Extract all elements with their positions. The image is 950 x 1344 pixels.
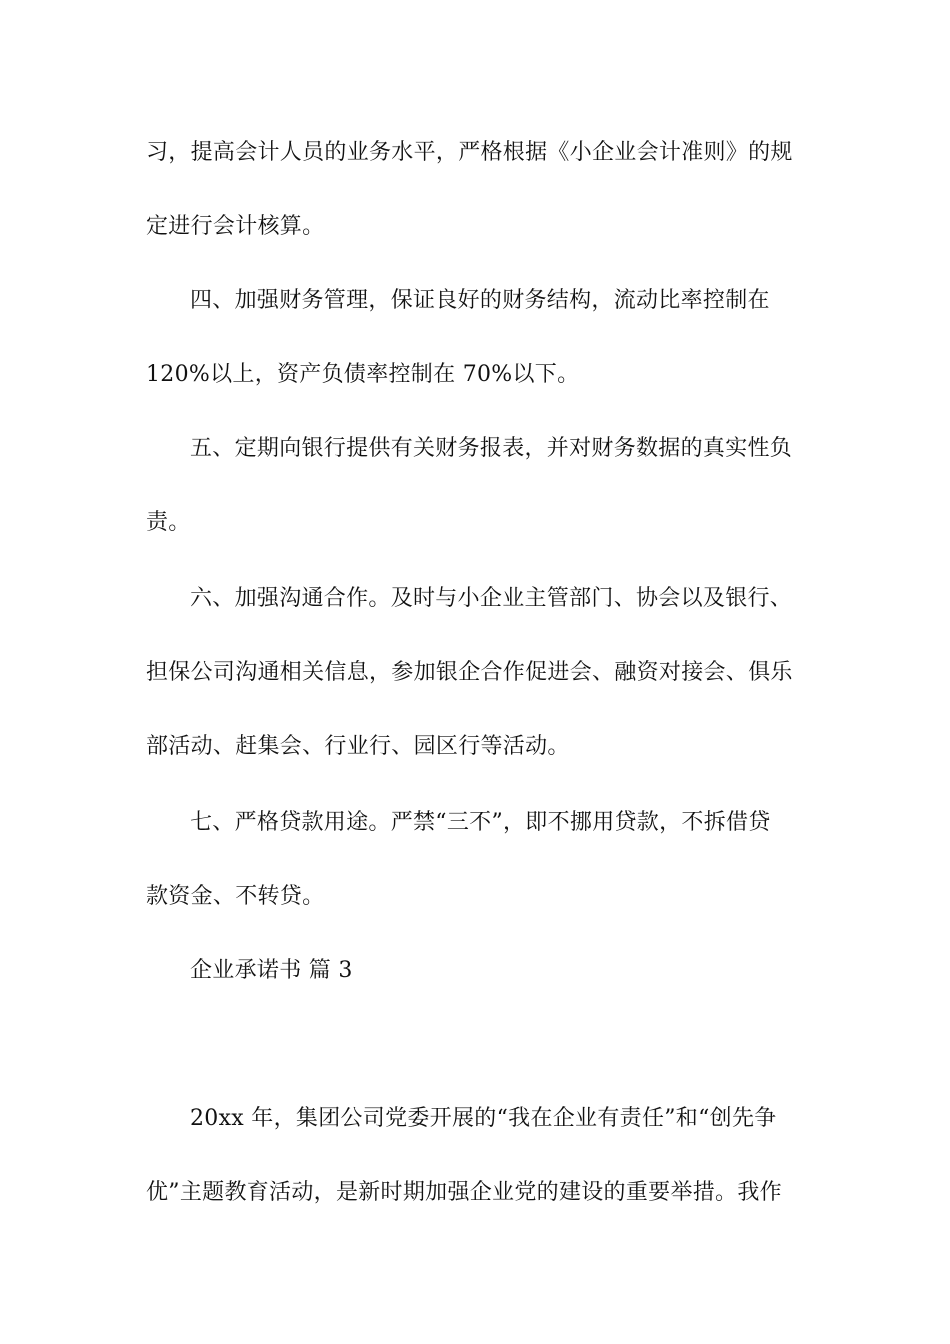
paragraph-start: 五、定期向银行提供有关财务报表，并对财务数据的真实性负 <box>190 436 793 461</box>
text-line: 习，提高会计人员的业务水平，严格根据《小企业会计准则》的规 <box>146 140 793 165</box>
text-line: 部活动、赶集会、行业行、园区行等活动。 <box>146 734 570 759</box>
section-heading: 企业承诺书 篇 3 <box>190 958 353 983</box>
paragraph-start: 20xx 年，集团公司党委开展的“我在企业有责任”和“创先争 <box>190 1106 777 1131</box>
paragraph-start: 四、加强财务管理，保证良好的财务结构，流动比率控制在 <box>190 288 770 313</box>
text-line: 120%以上，资产负债率控制在 70%以下。 <box>146 362 580 387</box>
text-line: 优”主题教育活动，是新时期加强企业党的建设的重要举措。我作 <box>146 1180 782 1205</box>
text-line: 担保公司沟通相关信息，参加银企合作促进会、融资对接会、俱乐 <box>146 660 793 685</box>
text-line: 责。 <box>146 510 191 535</box>
text-line: 款资金、不转贷。 <box>146 884 325 909</box>
text-line: 定进行会计核算。 <box>146 214 325 239</box>
paragraph-start: 七、严格贷款用途。严禁“三不”，即不挪用贷款，不拆借贷 <box>190 810 771 835</box>
paragraph-start: 六、加强沟通合作。及时与小企业主管部门、协会以及银行、 <box>190 586 793 611</box>
